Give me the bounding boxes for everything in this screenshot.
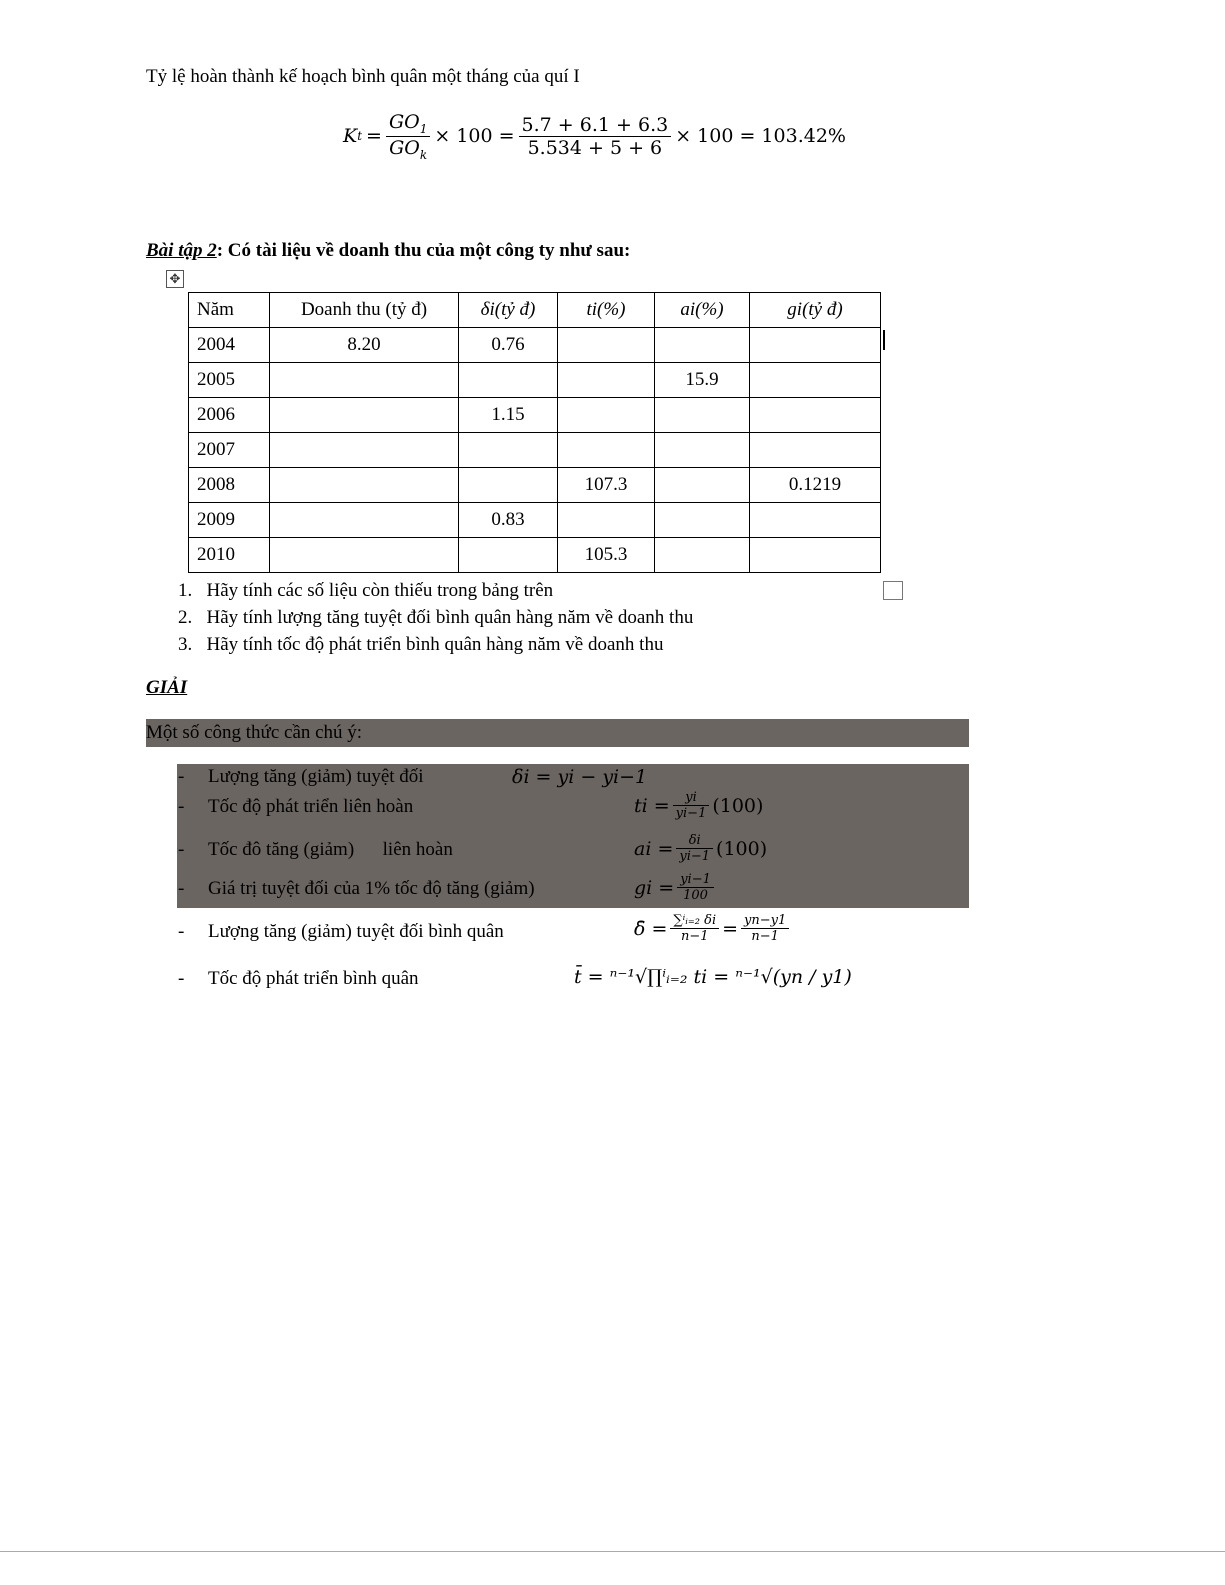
cell-revenue[interactable] (270, 433, 459, 468)
cell-a[interactable] (655, 503, 750, 538)
text-cursor (883, 330, 885, 350)
header-year: Năm (189, 293, 270, 328)
revenue-table (188, 292, 881, 573)
bullet-dash: - (178, 839, 185, 860)
item-average-growth-formula: t̄ = ⁿ⁻¹√∏ⁱᵢ₌₂ ti = ⁿ⁻¹√(yn / y1) (574, 966, 852, 988)
cell-t[interactable] (558, 363, 655, 398)
table-row (189, 328, 881, 363)
cell-delta[interactable]: 0.83 (459, 503, 558, 538)
cell-delta[interactable]: 1.15 (459, 398, 558, 433)
table-row (189, 503, 881, 538)
cell-a[interactable] (655, 433, 750, 468)
item-absolute-change-label: Lượng tăng (giảm) tuyệt đối (208, 766, 424, 787)
header-g: gi(tỷ đ) (750, 293, 881, 328)
cell-t[interactable]: 107.3 (558, 468, 655, 503)
intro-sentence: Tỷ lệ hoàn thành kế hoạch bình quân một tháng của quí I (146, 66, 580, 87)
bullet-dash: - (178, 878, 185, 899)
cell-year[interactable]: 2008 (189, 468, 270, 503)
cell-year[interactable]: 2005 (189, 363, 270, 398)
cell-delta[interactable] (459, 363, 558, 398)
cell-year[interactable]: 2004 (189, 328, 270, 363)
solution-heading: GIẢI (146, 677, 188, 698)
formula-note: Một số công thức cần chú ý: (146, 722, 363, 743)
cell-g[interactable] (750, 433, 881, 468)
times-100: × 100 = (434, 125, 515, 147)
question-2: 2. Hãy tính lượng tăng tuyệt đối bình quân hàng năm về doanh thu (178, 607, 694, 628)
item-chain-rate-label: Tốc đô tăng (giảm) liên hoàn (208, 839, 453, 860)
cell-t[interactable] (558, 503, 655, 538)
cell-year[interactable]: 2009 (189, 503, 270, 538)
cell-revenue[interactable]: 8.20 (270, 328, 459, 363)
item-average-change-label: Lượng tăng (giảm) tuyệt đối bình quân (208, 921, 504, 942)
cell-g[interactable]: 0.1219 (750, 468, 881, 503)
item-chain-growth-label: Tốc độ phát triển liên hoàn (208, 796, 414, 817)
cell-t[interactable] (558, 433, 655, 468)
item-average-growth-label: Tốc độ phát triển bình quân (208, 968, 419, 989)
header-revenue: Doanh thu (tỷ đ) (270, 293, 459, 328)
cell-revenue[interactable] (270, 538, 459, 573)
table-row (189, 363, 881, 398)
item-average-change-formula: δ̄ = $\frac{\text{∑ⁱᵢ₌₂ δi}}{n-1}$ = $\frac{yn-y1}{n-1}$ (634, 913, 792, 944)
table-row (189, 433, 881, 468)
table-row (189, 468, 881, 503)
cell-g[interactable] (750, 398, 881, 433)
item-absolute-change-formula: δi = yi − yi−1 (512, 766, 648, 788)
question-1: 1. Hãy tính các số liệu còn thiếu trong bảng trên (178, 580, 554, 601)
item-chain-growth-formula: ti = $\frac{yi}{yi-1}$ (100) (634, 790, 764, 821)
cell-a[interactable] (655, 328, 750, 363)
item-chain-rate-formula: ai = $\frac{\delta i}{yi-1}$ (100) (634, 833, 768, 864)
go-fraction: $\frac{GO_1}{GO_k}$ (386, 111, 430, 162)
cell-revenue[interactable] (270, 363, 459, 398)
formula-lhs: K (343, 125, 358, 147)
cell-delta[interactable] (459, 538, 558, 573)
page-bottom-rule (0, 1551, 1225, 1552)
bullet-dash: - (178, 968, 185, 989)
formula-result: × 100 = 103.42% (675, 125, 846, 147)
completion-rate-formula: K t = $\frac{GO_1}{GO_k}$ × 100 = $\frac{5.7 + 6.1 + 6.3}{5.534 + 5 + 6}$ × 100 = 103.42% (343, 110, 846, 162)
table-row (189, 398, 881, 433)
cell-delta[interactable] (459, 468, 558, 503)
cell-a[interactable] (655, 538, 750, 573)
header-t: ti(%) (558, 293, 655, 328)
item-one-percent-value-label: Giá trị tuyệt đối của 1% tốc độ tăng (giảm) (208, 878, 535, 899)
table-resize-handle[interactable] (883, 581, 903, 600)
cell-delta[interactable]: 0.76 (459, 328, 558, 363)
cell-revenue[interactable] (270, 398, 459, 433)
cell-year[interactable]: 2010 (189, 538, 270, 573)
header-a: ai(%) (655, 293, 750, 328)
value-fraction: $\frac{5.7 + 6.1 + 6.3}{5.534 + 5 + 6}$ (519, 114, 672, 159)
cell-g[interactable] (750, 363, 881, 398)
table-header-row (189, 293, 881, 328)
cell-t[interactable] (558, 328, 655, 363)
cell-g[interactable] (750, 328, 881, 363)
cell-t[interactable] (558, 398, 655, 433)
exercise-label: Bài tập 2 (146, 240, 217, 261)
cell-a[interactable] (655, 398, 750, 433)
item-one-percent-value-formula: gi = $\frac{yi-1}{100}$ (634, 872, 717, 903)
cell-a[interactable]: 15.9 (655, 363, 750, 398)
table-row (189, 538, 881, 573)
bullet-dash: - (178, 921, 185, 942)
formula-lhs-sub: t (357, 129, 363, 143)
cell-revenue[interactable] (270, 503, 459, 538)
bullet-dash: - (178, 766, 185, 787)
header-delta: δi(tỷ đ) (459, 293, 558, 328)
cell-revenue[interactable] (270, 468, 459, 503)
table-move-handle-icon[interactable]: ✥ (166, 270, 184, 288)
cell-a[interactable] (655, 468, 750, 503)
cell-year[interactable]: 2007 (189, 433, 270, 468)
cell-g[interactable] (750, 538, 881, 573)
cell-year[interactable]: 2006 (189, 398, 270, 433)
cell-delta[interactable] (459, 433, 558, 468)
cell-g[interactable] (750, 503, 881, 538)
question-3: 3. Hãy tính tốc độ phát triển bình quân hàng năm về doanh thu (178, 634, 664, 655)
bullet-dash: - (178, 796, 185, 817)
exercise-title (146, 240, 630, 262)
cell-t[interactable]: 105.3 (558, 538, 655, 573)
exercise-text: : Có tài liệu về doanh thu của một công ty như sau: (216, 240, 631, 261)
